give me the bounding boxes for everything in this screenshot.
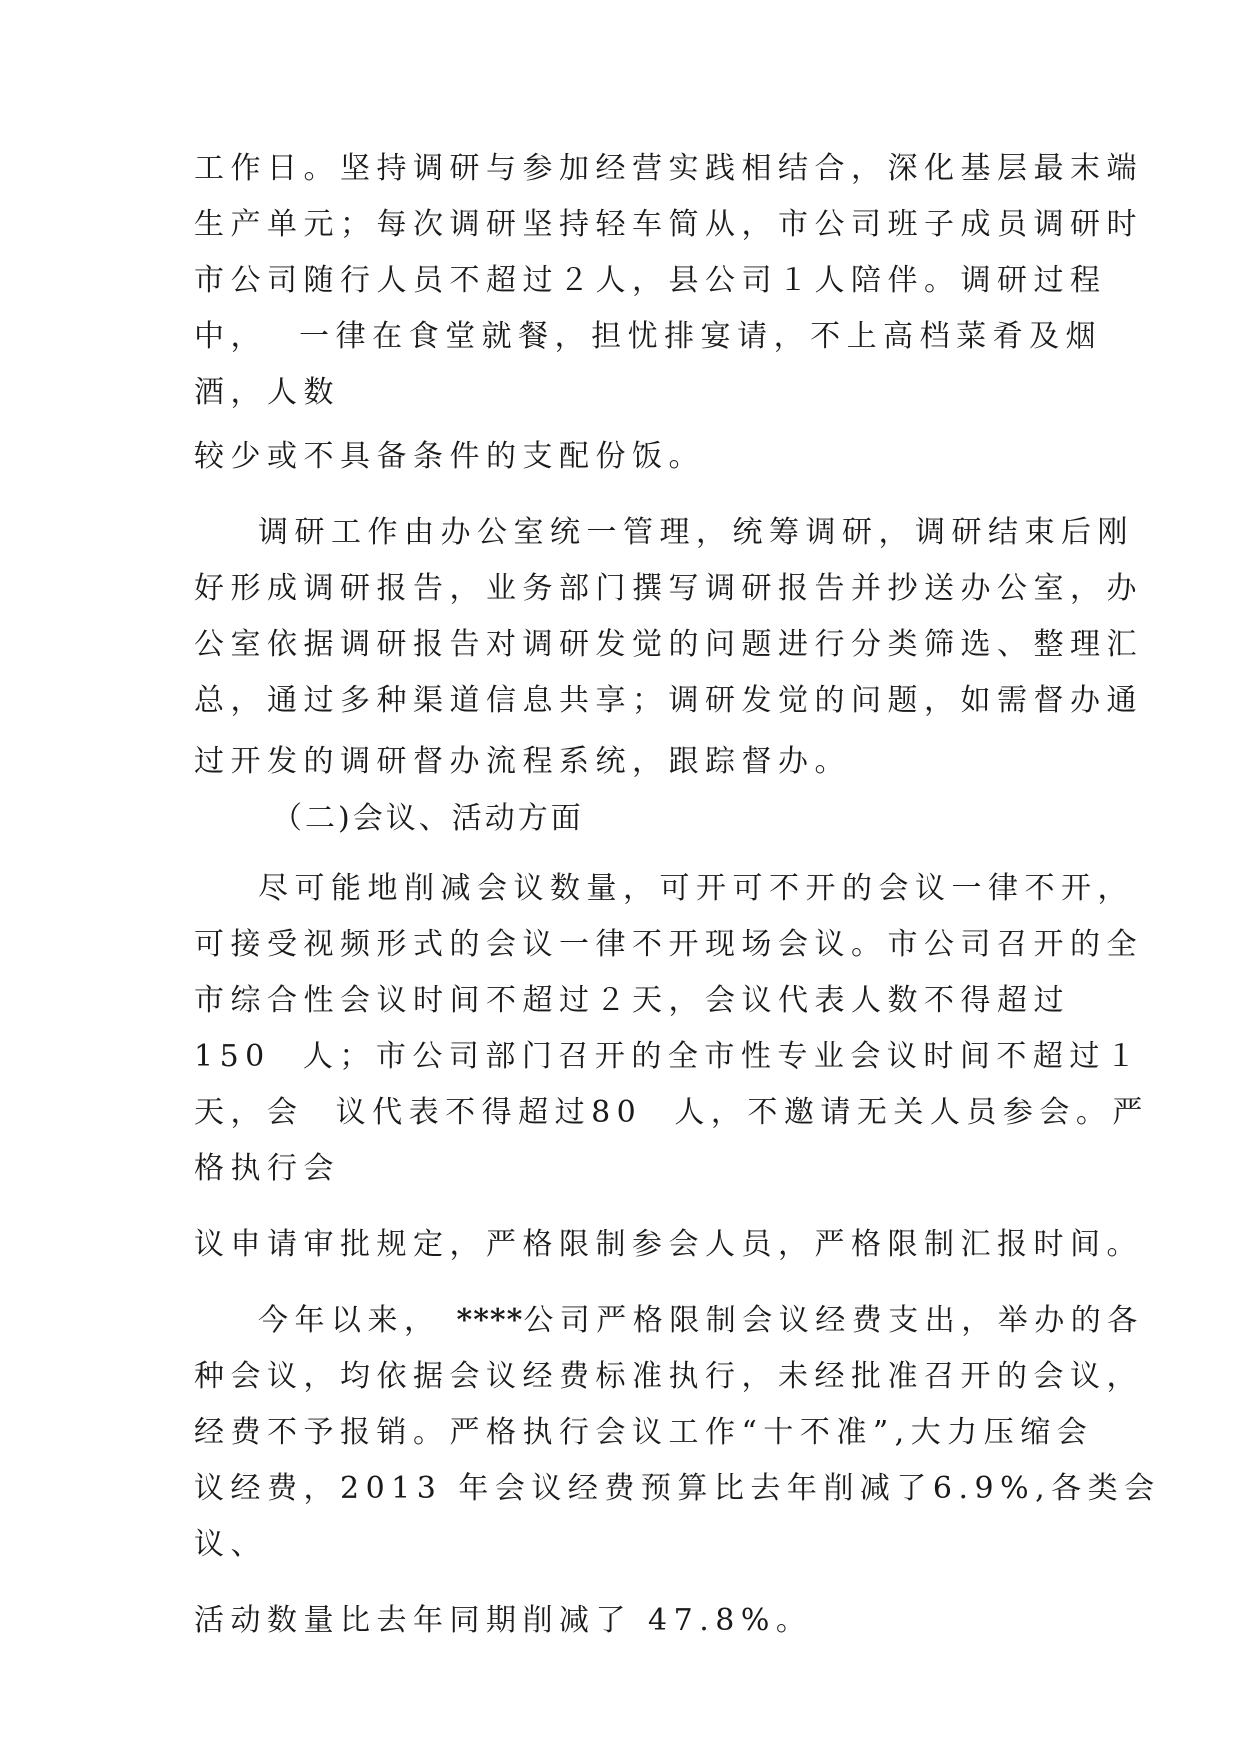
body-line: 生产单元；每次调研坚持轻车简从，市公司班子成员调研时	[194, 207, 1143, 242]
body-line: 市公司随行人员不超过２人，县公司１人陪伴。调研过程	[194, 263, 1107, 298]
body-line: 种会议，均依据会议经费标准执行，未经批准召开的会议，	[194, 1359, 1143, 1394]
body-line: 市综合性会议时间不超过２天，会议代表人数不得超过	[194, 983, 1070, 1018]
body-line: 好形成调研报告，业务部门撰写调研报告并抄送办公室，办	[194, 571, 1143, 606]
section-heading: （二)会议、活动方面	[272, 801, 584, 836]
body-line: 总，通过多种渠道信息共享；调研发觉的问题，如需督办通	[194, 683, 1143, 718]
body-line: 工作日。坚持调研与参加经营实践相结合，深化基层最末端	[194, 151, 1143, 186]
body-line: 公室依据调研报告对调研发觉的问题进行分类筛选、整理汇	[194, 627, 1143, 662]
body-line: 尽可能地削减会议数量，可开可不开的会议一律不开，	[258, 871, 1134, 906]
body-line: 天，会 议代表不得超过80 人，不邀请无关人员参会。严	[194, 1095, 1149, 1130]
paragraph-prefix: 今年以来，	[258, 1303, 457, 1338]
body-line: 议经费，2013 年会议经费预算比去年削减了6.9%,各类会	[194, 1471, 1161, 1506]
redacted-company-name: ****	[456, 1303, 524, 1338]
body-line: 经费不予报销。严格执行会议工作“十不准”,大力压缩会	[194, 1415, 1094, 1450]
body-line-with-redaction	[258, 1302, 1144, 1340]
body-line: 较少或不具备条件的支配份饭。	[194, 439, 705, 474]
body-line: 活动数量比去年同期削减了 47.8%。	[194, 1603, 813, 1638]
paragraph-text: 公司严格限制会议经费支出，举办的各	[523, 1303, 1144, 1338]
body-line: 议、	[194, 1527, 267, 1562]
body-line: 150 人；市公司部门召开的全市性专业会议时间不超过１	[194, 1039, 1143, 1074]
body-line: 可接受视频形式的会议一律不开现场会议。市公司召开的全	[194, 927, 1143, 962]
body-line: 过开发的调研督办流程系统，跟踪督办。	[194, 744, 851, 779]
body-line: 议申请审批规定，严格限制参会人员，严格限制汇报时间。	[194, 1227, 1143, 1262]
body-line: 调研工作由办公室统一管理，统筹调研，调研结束后刚	[258, 515, 1134, 550]
body-line: 格执行会	[194, 1151, 340, 1186]
body-line: 酒，人数	[194, 375, 340, 410]
body-line: 中， 一律在食堂就餐，担忧排宴请，不上高档菜肴及烟	[194, 319, 1103, 354]
